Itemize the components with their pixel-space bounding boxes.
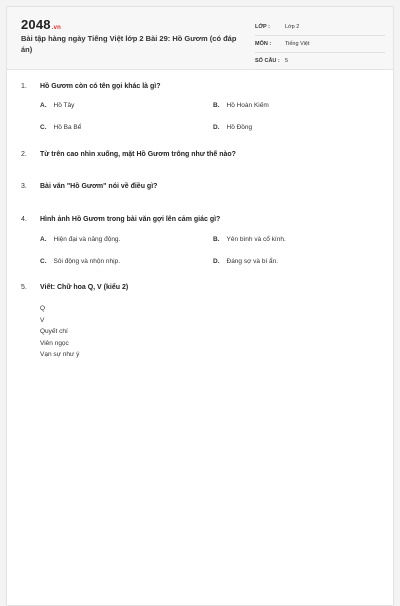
- option-1c[interactable]: [40, 124, 81, 131]
- writing-lines: [40, 303, 79, 361]
- question-number: 3.: [21, 183, 27, 190]
- logo-number: 2048: [21, 17, 51, 32]
- meta-value: 5: [285, 58, 289, 64]
- writing-line: V: [40, 316, 45, 324]
- writing-line: Q: [40, 305, 46, 312]
- meta-label: SỐ CÂU :: [255, 58, 280, 64]
- meta-row-subject: [255, 36, 385, 53]
- question-number: 4.: [21, 216, 27, 223]
- worksheet: [6, 6, 394, 606]
- option-4c[interactable]: [40, 258, 120, 265]
- question-text: Hình ảnh Hồ Gươm trong bài văn gợi lên cảm giác gì?: [40, 216, 221, 223]
- meta-label: MÔN :: [255, 41, 272, 47]
- logo-domain: .vn: [51, 25, 62, 31]
- site-logo[interactable]: [21, 17, 61, 32]
- question-text: Viết: Chữ hoa Q, V (kiểu 2): [40, 284, 129, 291]
- option-1a[interactable]: [40, 102, 74, 109]
- writing-line: Vạn sự như ý: [40, 351, 80, 358]
- option-letter: B.: [213, 102, 220, 109]
- option-letter: A.: [40, 236, 47, 243]
- question-number: 2.: [21, 151, 27, 158]
- meta-label: LỚP :: [255, 24, 270, 30]
- question-text: Bài văn "Hồ Gươm" nói về điều gì?: [40, 183, 158, 190]
- option-letter: C.: [40, 258, 47, 265]
- meta-table: [255, 19, 385, 70]
- question-number: 1.: [21, 83, 27, 90]
- meta-row-class: [255, 19, 385, 36]
- option-text: Hồ Đồng: [226, 124, 253, 131]
- question-number: 5.: [21, 284, 27, 291]
- meta-row-count: [255, 53, 385, 70]
- worksheet-header: [7, 7, 393, 70]
- option-1b[interactable]: [213, 102, 269, 109]
- option-letter: D.: [213, 258, 220, 265]
- question-text: Hồ Gươm còn có tên gọi khác là gì?: [40, 83, 161, 90]
- option-text: Hiện đại và năng động.: [53, 236, 121, 243]
- option-text: Sôi động và nhộn nhịp.: [53, 258, 120, 265]
- option-text: Hồ Hoàn Kiếm: [226, 102, 269, 109]
- option-1d[interactable]: [213, 124, 252, 131]
- option-letter: A.: [40, 102, 47, 109]
- question-text: Từ trên cao nhìn xuống, mặt Hồ Gươm trông như thế nào?: [40, 151, 236, 158]
- option-4d[interactable]: [213, 258, 278, 265]
- option-text: Hồ Ba Bể: [53, 124, 82, 131]
- worksheet-title: Bài tập hàng ngày Tiếng Việt lớp 2 Bài 29: Hồ Gươm (có đáp án): [21, 34, 237, 54]
- option-text: Yên bình và cổ kính.: [226, 236, 286, 243]
- option-4a[interactable]: [40, 236, 120, 243]
- option-text: Hồ Tây: [53, 102, 75, 109]
- meta-value: Tiếng Việt: [285, 41, 310, 47]
- option-text: Đáng sợ và bí ẩn.: [226, 258, 279, 265]
- option-letter: B.: [213, 236, 220, 243]
- writing-line: Viên ngọc: [40, 339, 69, 347]
- meta-value: Lớp 2: [285, 24, 300, 30]
- option-letter: D.: [213, 124, 220, 131]
- writing-line: Quyết chí: [40, 328, 68, 335]
- option-letter: C.: [40, 124, 47, 131]
- option-4b[interactable]: [213, 236, 286, 243]
